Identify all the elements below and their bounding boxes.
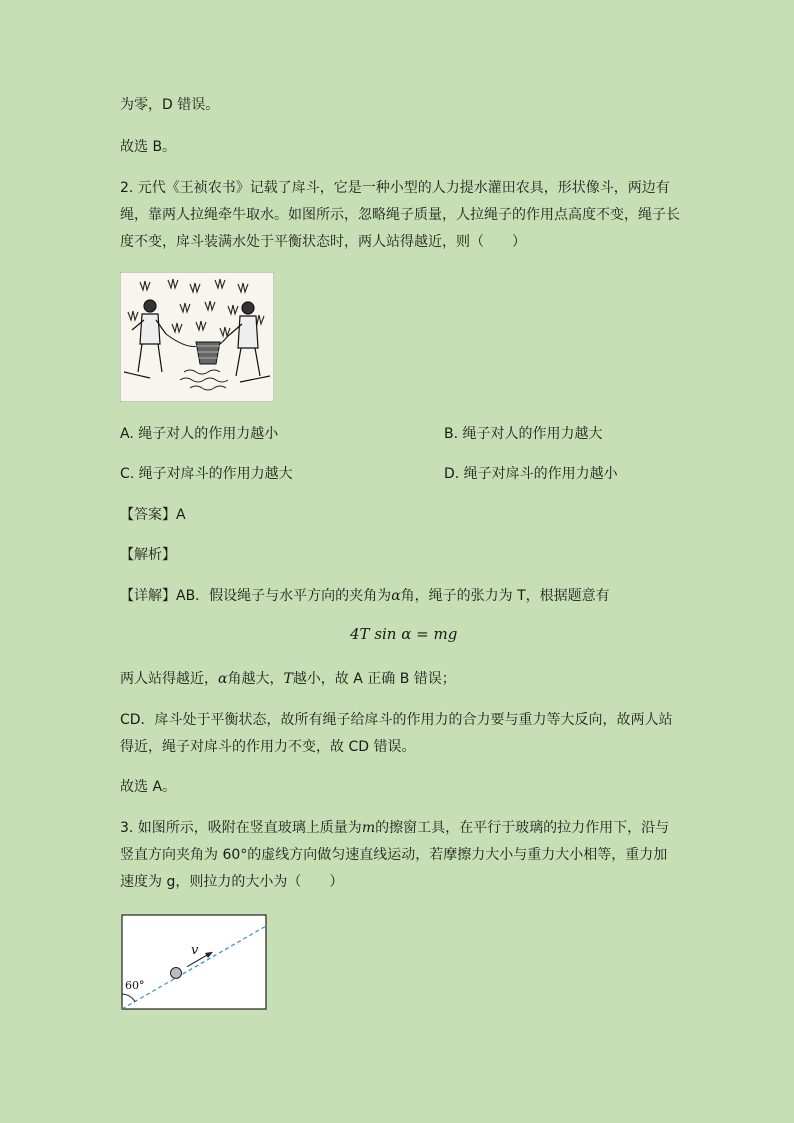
- prev-text-line: 为零，D 错误。: [120, 97, 220, 113]
- velocity-label: v: [191, 943, 199, 958]
- window-figure: [121, 914, 267, 1010]
- answer-label: 【答案】A: [120, 507, 186, 523]
- q3-text: 的擦窗工具，在平行于玻璃的拉力作用下，沿与: [375, 820, 670, 836]
- glass-pane: [122, 915, 266, 1009]
- q3-stem-line-3: 速度为 g，则拉力的大小为（ ）: [120, 874, 344, 890]
- cleaning-tool: [171, 968, 182, 979]
- option-b: B. 绳子对人的作用力越大: [444, 426, 603, 442]
- angle-label: 60°: [125, 979, 145, 992]
- q3-text: 3. 如图所示，吸附在竖直玻璃上质量为: [120, 820, 362, 836]
- q2-stem-line-3: 度不变，戽斗装满水处于平衡状态时，两人站得越近，则（ ）: [120, 234, 526, 250]
- option-d: D. 绳子对戽斗的作用力越小: [444, 466, 618, 482]
- detail-line-1: [120, 586, 610, 606]
- detail-line-4: 得近，绳子对戽斗的作用力不变，故 CD 错误。: [120, 739, 416, 755]
- force-formula: 4T sin α = mg: [350, 625, 458, 643]
- q2-stem-line-2: 绳，靠两人拉绳牵牛取水。如图所示，忽略绳子质量，人拉绳子的作用点高度不变，绳子长: [120, 207, 680, 223]
- mass-symbol: m: [361, 820, 376, 836]
- detail-text: 两人站得越近，: [120, 671, 218, 687]
- dou-illustration: [120, 272, 274, 402]
- q2-conclusion: 故选 A。: [120, 779, 177, 795]
- detail-text: 【详解】AB．假设绳子与水平方向的夹角为: [120, 588, 392, 604]
- option-c: C. 绳子对戽斗的作用力越大: [120, 466, 293, 482]
- alpha-symbol: α: [391, 588, 401, 604]
- option-a: A. 绳子对人的作用力越小: [120, 426, 279, 442]
- detail-text: 角，绳子的张力为 T，根据题意有: [400, 588, 610, 604]
- window-diagram: [121, 914, 267, 1010]
- q2-stem-line-1: 2. 元代《王祯农书》记载了戽斗，它是一种小型的人力提水灌田农具，形状像斗，两边有: [120, 180, 670, 196]
- alpha-symbol: α: [218, 671, 228, 687]
- detail-text: 越小，故 A 正确 B 错误；: [292, 671, 456, 687]
- detail-line-3: CD．戽斗处于平衡状态，故所有绳子给戽斗的作用力的合力要与重力等大反向，故两人站: [120, 712, 673, 728]
- analysis-label: 【解析】: [120, 547, 176, 563]
- woodcut-image: [120, 272, 274, 402]
- tension-symbol: T: [283, 671, 293, 687]
- prev-conclusion: 故选 B。: [120, 139, 177, 155]
- detail-line-2: [120, 669, 456, 689]
- detail-text: 角越大，: [227, 671, 284, 687]
- q3-stem-line-2: 竖直方向夹角为 60°的虚线方向做匀速直线运动，若摩擦力大小与重力大小相等，重力加: [120, 847, 668, 863]
- q3-stem-line-1: [120, 818, 669, 838]
